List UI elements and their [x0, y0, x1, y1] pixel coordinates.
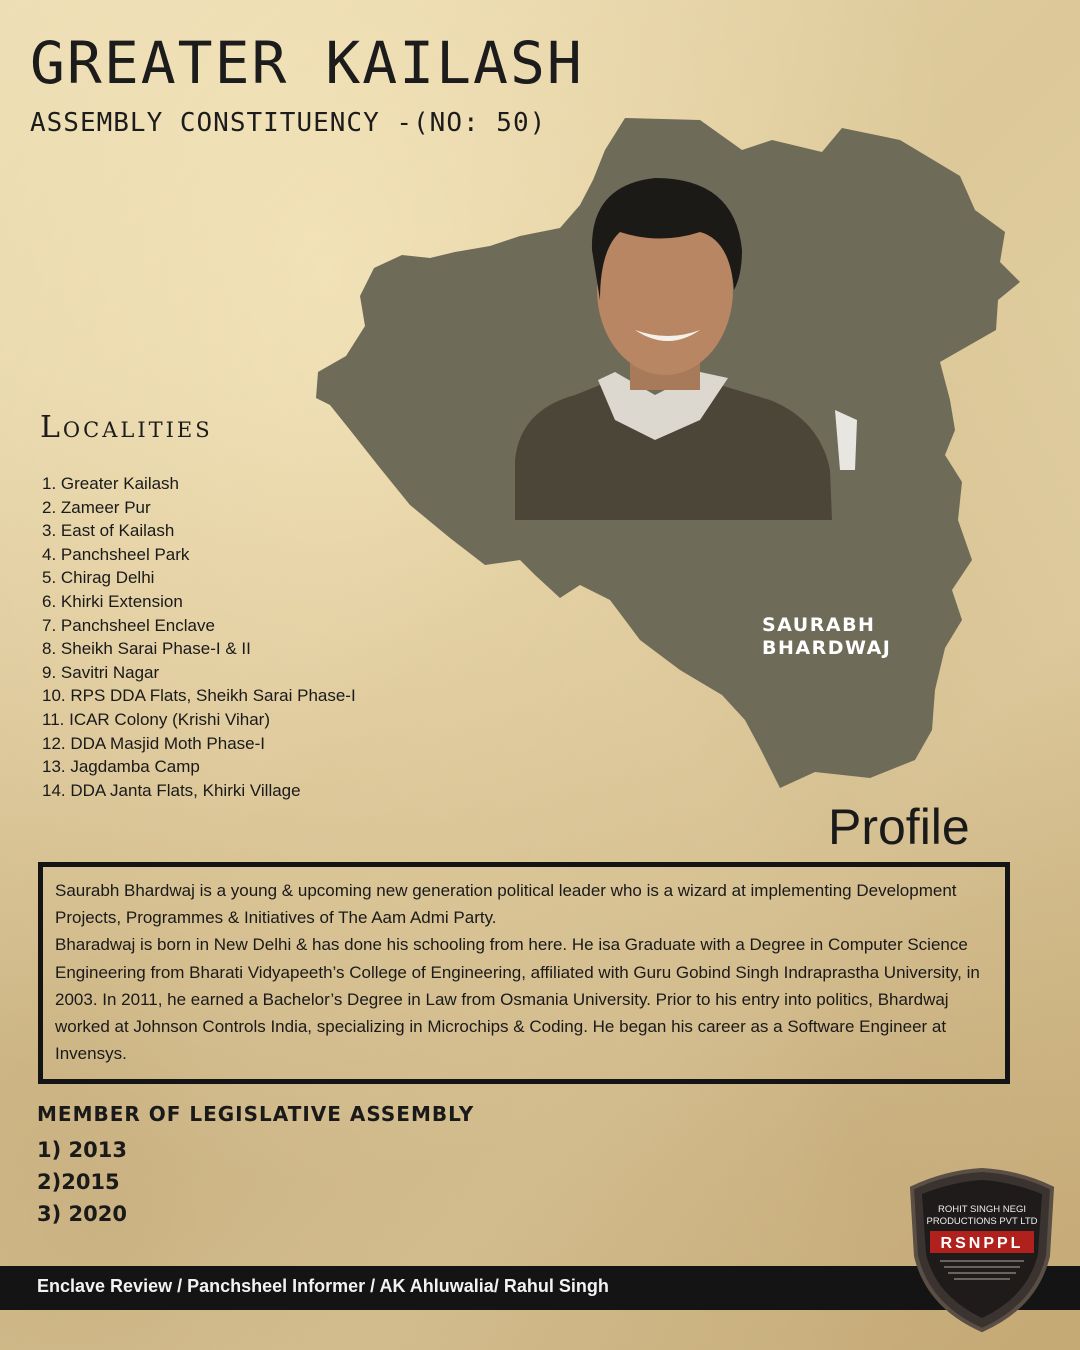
logo-line2: PRODUCTIONS PVT LTD [926, 1216, 1038, 1227]
list-item: 13. Jagdamba Camp [42, 757, 200, 777]
profile-paragraph: Bharadwaj is born in New Delhi & has done his schooling from here. He isa Graduate with a Degree in Computer Science Engineering from Bharati Vidyapeeth’s College of Engineering, affiliated with Guru Gobind Singh Indraprastha University, in 2003. In 2011, he earned a Bachelor’s Degree in Law from Osmania University. Prior to his entry into politics, Bhardwaj worked at Johnson Controls India, specializing in Microchips & Coding. He began his career as a Software Engineer at Invensys. [55, 935, 980, 1064]
list-item: 12. DDA Masjid Moth Phase-I [42, 733, 265, 753]
list-item: 4. Panchsheel Park [42, 544, 190, 564]
mla-term: 2)2015 [37, 1170, 120, 1194]
list-item: 2. Zameer Pur [42, 497, 151, 517]
logo-abbr: RSNPPL [940, 1235, 1024, 1252]
list-item: 5. Chirag Delhi [42, 568, 155, 588]
list-item: 10. RPS DDA Flats, Sheikh Sarai Phase-I [42, 686, 356, 706]
list-item: 11. ICAR Colony (Krishi Vihar) [42, 709, 271, 729]
list-item: 9. Savitri Nagar [42, 662, 160, 682]
list-item: 6. Khirki Extension [42, 591, 183, 611]
mla-terms-list [37, 1134, 127, 1230]
mla-term: 1) 2013 [37, 1138, 127, 1162]
list-item: 1. Greater Kailash [42, 474, 180, 493]
profile-box [38, 862, 1010, 1084]
mla-heading: MEMBER OF LEGISLATIVE ASSEMBLY [37, 1102, 475, 1126]
profile-paragraph: Saurabh Bhardwaj is a young & upcoming new generation political leader who is a wizard at implementing Development Projects, Programmes & Initiatives of The Aam Admi Party. [55, 881, 957, 928]
person-name [762, 614, 932, 660]
person-name-first: SAURABH [762, 614, 876, 636]
profile-heading: Profile [828, 799, 970, 855]
page-subtitle: ASSEMBLY CONSTITUENCY -(NO: 50) [30, 108, 547, 138]
mla-term: 3) 2020 [37, 1202, 127, 1226]
rsnppl-shield-logo [906, 1166, 1058, 1334]
localities-list [42, 472, 356, 802]
page-title: GREATER KAILASH [30, 29, 584, 97]
list-item: 14. DDA Janta Flats, Khirki Village [42, 780, 301, 800]
footer-credits: Enclave Review / Panchsheel Informer / AK Ahluwalia/ Rahul Singh [37, 1276, 609, 1296]
list-item: 3. East of Kailash [42, 521, 175, 541]
list-item: 8. Sheikh Sarai Phase-I & II [42, 639, 251, 659]
list-item: 7. Panchsheel Enclave [42, 615, 215, 635]
localities-heading: Localities [40, 410, 213, 445]
person-name-last: BHARDWAJ [762, 637, 892, 659]
logo-line1: ROHIT SINGH NEGI [938, 1204, 1026, 1215]
